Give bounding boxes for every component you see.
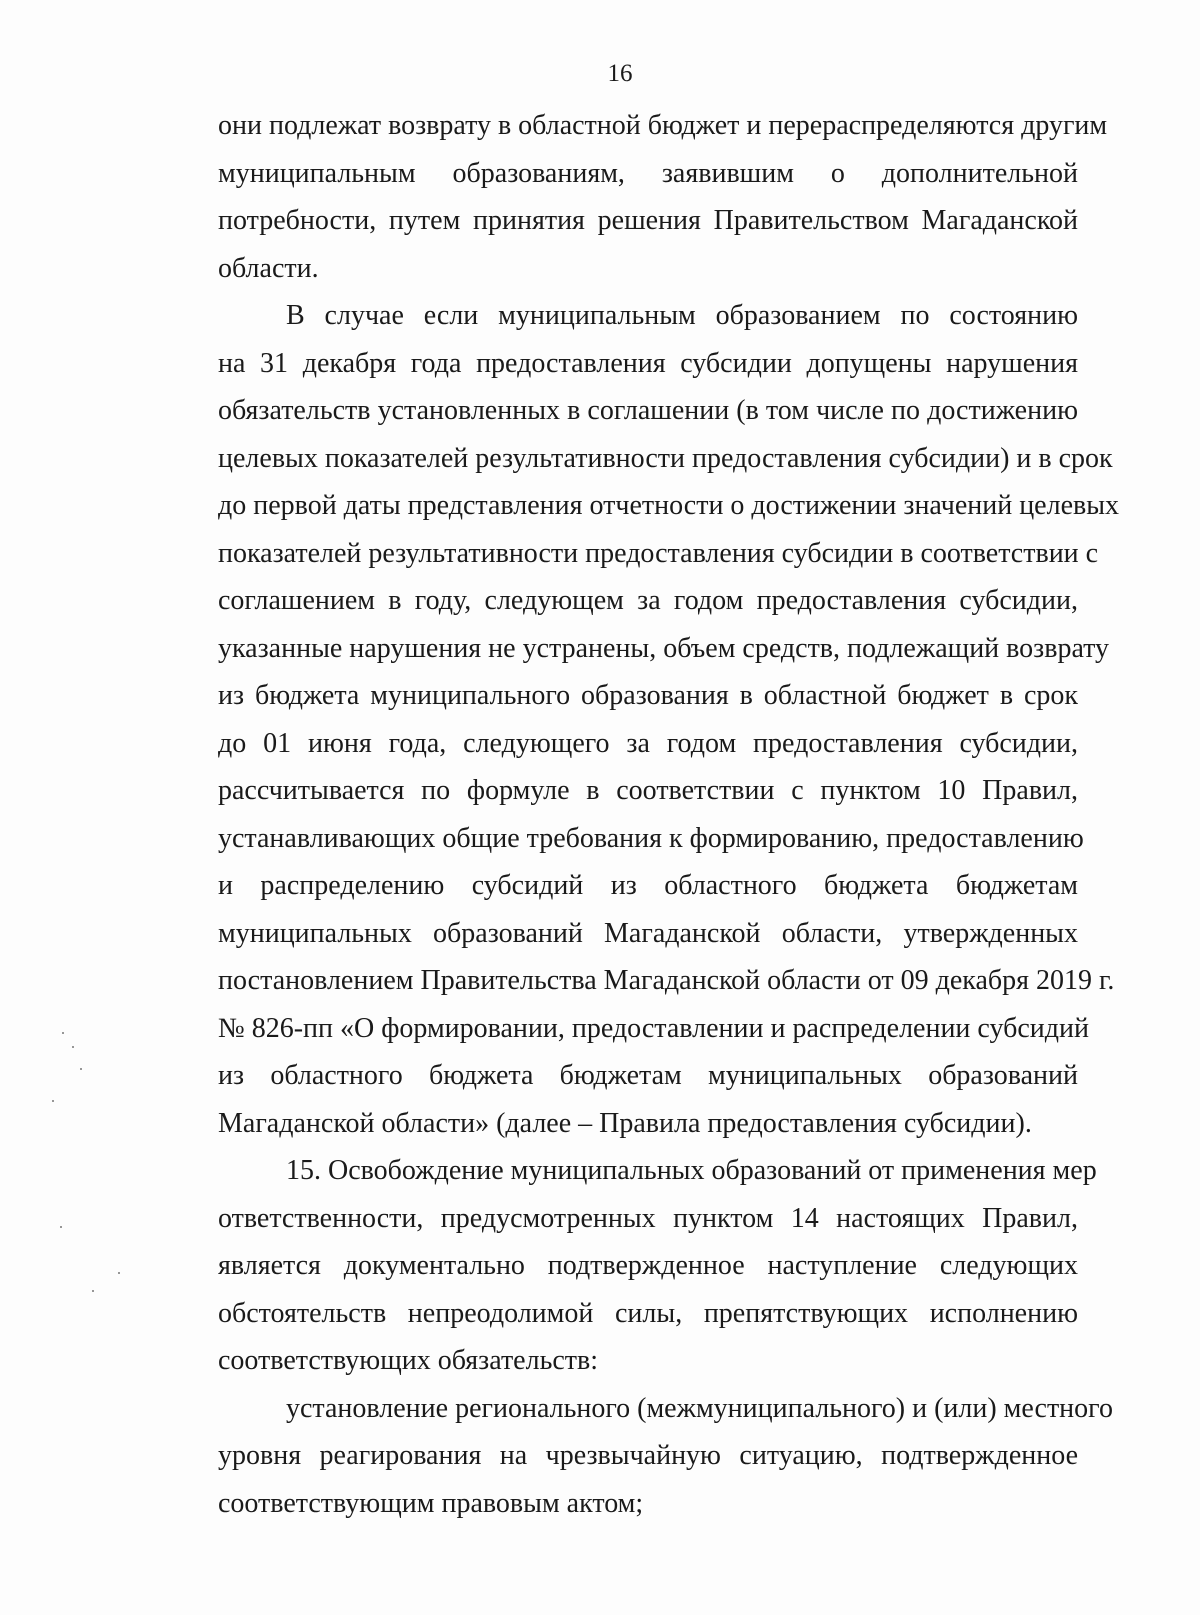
text-line: указанные нарушения не устранены, объем средств, подлежащий возврату <box>218 632 1110 664</box>
text-line: обязательств установленных в соглашении (в том числе по достижению <box>218 395 1078 426</box>
text-line: потребности, путем принятия решения Правительством Магаданской <box>218 205 1078 236</box>
text-line: области. <box>218 252 319 284</box>
text-line: является документально подтвержденное наступление следующих <box>218 1250 1078 1281</box>
scan-artifact <box>118 1272 120 1274</box>
text-line: ответственности, предусмотренных пунктом 14 настоящих Правил, <box>218 1202 1078 1234</box>
text-line: они подлежат возврату в областной бюджет и перераспределяются другим <box>218 110 1108 141</box>
scan-artifact <box>92 1290 94 1292</box>
text-line: уровня реагирования на чрезвычайную ситуацию, подтвержденное <box>218 1440 1078 1471</box>
text-line: соответствующим правовым актом; <box>218 1487 644 1519</box>
text-line: № 826-пп «О формировании, предоставлении и распределении субсидий <box>218 1012 1089 1044</box>
text-line: рассчитывается по формуле в соответствии с пунктом 10 Правил, <box>218 775 1078 806</box>
text-line: обстоятельств непреодолимой силы, препятствующих исполнению <box>218 1297 1078 1329</box>
text-line: соответствующих обязательств: <box>218 1345 599 1376</box>
text-line: целевых показателей результативности предоставления субсидии) и в срок <box>218 442 1113 474</box>
scan-artifact <box>72 1046 74 1048</box>
text-line: до первой даты представления отчетности о достижении значений целевых <box>218 490 1120 521</box>
text-line: постановлением Правительства Магаданской области от 09 декабря 2019 г. <box>218 965 1115 996</box>
text-line: на 31 декабря года предоставления субсидии допущены нарушения <box>218 347 1078 379</box>
text-line: муниципальным образованиям, заявившим о дополнительной <box>218 157 1078 189</box>
text-line: из бюджета муниципального образования в областной бюджет в срок <box>218 680 1078 711</box>
scan-artifact <box>62 1032 64 1034</box>
scan-artifact <box>60 1226 62 1228</box>
page-number: 16 <box>607 60 633 87</box>
text-line: установление регионального (межмуниципального) и (или) местного <box>286 1392 1113 1424</box>
text-line: муниципальных образований Магаданской области, утвержденных <box>218 917 1078 949</box>
text-line: до 01 июня года, следующего за годом предоставления субсидии, <box>218 727 1078 759</box>
text-line: из областного бюджета бюджетам муниципальных образований <box>218 1060 1078 1091</box>
text-line: соглашением в году, следующем за годом предоставления субсидии, <box>218 585 1078 616</box>
text-line: показателей результативности предоставления субсидии в соответствии с <box>218 537 1099 569</box>
text-line: Магаданской области» (далее – Правила предоставления субсидии). <box>218 1107 1032 1139</box>
text-line: В случае если муниципальным образованием по состоянию <box>286 300 1078 331</box>
text-line: устанавливающих общие требования к формированию, предоставлению <box>218 822 1084 854</box>
text-line: и распределению субсидий из областного бюджета бюджетам <box>218 870 1078 901</box>
scan-artifact <box>52 1100 54 1102</box>
text-line: 15. Освобождение муниципальных образований от применения мер <box>286 1155 1097 1186</box>
body-text <box>218 102 1120 1527</box>
scan-artifact <box>80 1068 82 1070</box>
